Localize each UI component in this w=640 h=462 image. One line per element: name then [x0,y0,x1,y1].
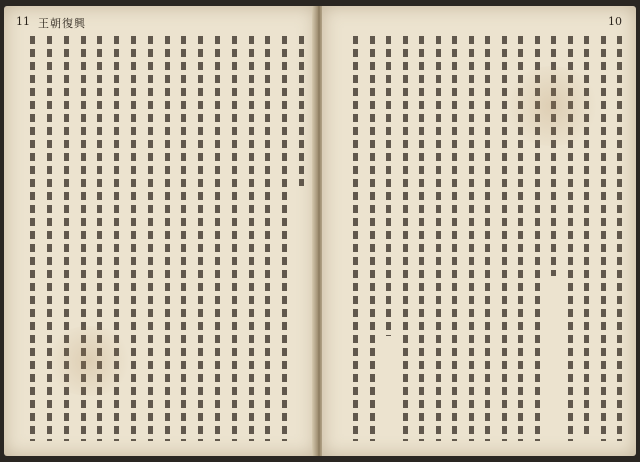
text-column [181,36,186,441]
text-column [198,36,203,441]
left-page-number: 11 [16,15,30,28]
text-column [249,36,254,441]
left-page [4,6,316,456]
text-column [232,36,237,441]
paper-stain [502,66,602,146]
running-head: 王朝復興 [38,17,86,30]
text-column [386,36,391,336]
text-column [485,36,490,441]
text-column [601,36,606,441]
text-column [265,36,270,441]
text-column [370,36,375,441]
text-column [148,36,153,441]
text-column [469,36,474,441]
text-column [30,36,35,441]
text-column [165,36,170,441]
text-column [215,36,220,441]
text-column [403,36,408,441]
text-column [419,36,424,441]
right-page-number: 10 [608,15,622,28]
text-column [617,36,622,441]
text-column [131,36,136,441]
paper-stain [44,326,134,396]
text-column [282,36,287,441]
text-column [452,36,457,441]
right-page [322,6,636,456]
text-column [436,36,441,441]
text-column [299,36,304,186]
text-column [353,36,358,441]
